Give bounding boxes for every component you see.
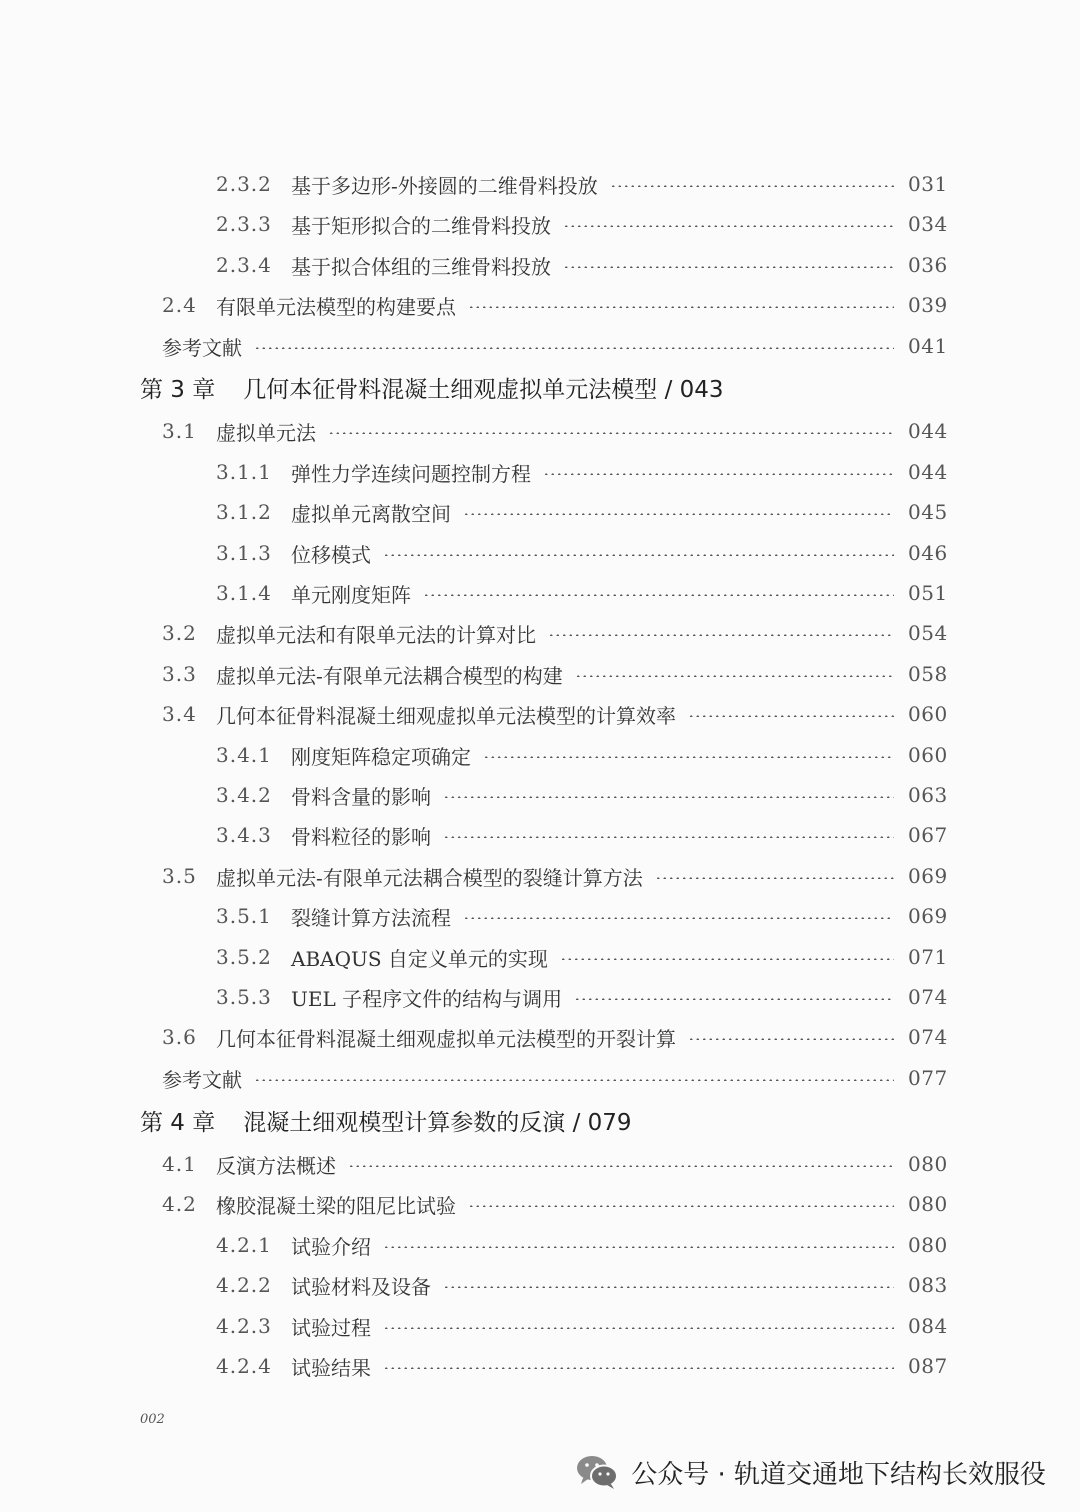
chapter-heading bbox=[140, 1101, 632, 1139]
dot-leader bbox=[688, 715, 894, 717]
dot-leader bbox=[543, 473, 894, 475]
section-title: 刚度矩阵稳定项确定 bbox=[291, 744, 471, 769]
toc-entry[interactable] bbox=[162, 1188, 948, 1220]
section-number: 3.5.1 bbox=[216, 904, 272, 928]
section-number: 3.4.1 bbox=[216, 743, 272, 767]
page-reference: 045 bbox=[908, 500, 948, 524]
page-reference: 080 bbox=[908, 1233, 948, 1257]
toc-entry[interactable] bbox=[162, 658, 948, 690]
page-reference: 044 bbox=[908, 460, 948, 484]
chapter-title: 混凝土细观模型计算参数的反演 / 079 bbox=[243, 1109, 632, 1136]
section-title: 虚拟单元法-有限单元法耦合模型的裂缝计算方法 bbox=[216, 865, 643, 890]
toc-entry[interactable] bbox=[162, 415, 948, 447]
toc-entry[interactable] bbox=[216, 1229, 948, 1261]
page-reference: 071 bbox=[908, 945, 948, 969]
dot-leader bbox=[443, 796, 894, 798]
dot-leader bbox=[483, 756, 894, 758]
chapter-heading bbox=[140, 368, 724, 406]
page-reference: 087 bbox=[908, 1354, 948, 1378]
toc-entry[interactable] bbox=[216, 537, 948, 569]
chapter-title: 几何本征骨料混凝土细观虚拟单元法模型 / 043 bbox=[243, 376, 724, 403]
dot-leader bbox=[575, 675, 894, 677]
section-number: 3.6 bbox=[162, 1025, 197, 1049]
section-title: 单元刚度矩阵 bbox=[291, 582, 411, 607]
toc-entry[interactable] bbox=[216, 941, 948, 973]
section-title: 参考文献 bbox=[162, 335, 242, 360]
toc-entry[interactable] bbox=[216, 168, 948, 200]
toc-entry[interactable] bbox=[162, 330, 948, 362]
page-reference: 074 bbox=[908, 985, 948, 1009]
page-reference: 054 bbox=[908, 621, 948, 645]
dot-leader bbox=[468, 1205, 894, 1207]
section-number: 2.3.4 bbox=[216, 253, 272, 277]
page-reference: 044 bbox=[908, 419, 948, 443]
toc-entry[interactable] bbox=[216, 819, 948, 851]
page-reference: 067 bbox=[908, 823, 948, 847]
section-number: 3.1 bbox=[162, 419, 197, 443]
section-title: 基于矩形拟合的二维骨料投放 bbox=[291, 213, 551, 238]
section-title: 裂缝计算方法流程 bbox=[291, 905, 451, 930]
toc-entry[interactable] bbox=[216, 981, 948, 1013]
section-number: 2.3.2 bbox=[216, 172, 272, 196]
section-title: 试验介绍 bbox=[291, 1234, 371, 1259]
toc-entry[interactable] bbox=[216, 496, 948, 528]
page-reference: 058 bbox=[908, 662, 948, 686]
dot-leader bbox=[383, 1367, 894, 1369]
toc-entry[interactable] bbox=[162, 1062, 948, 1094]
section-number: 3.3 bbox=[162, 662, 197, 686]
section-number: 3.5.3 bbox=[216, 985, 272, 1009]
section-number: 3.2 bbox=[162, 621, 197, 645]
section-number: 4.2 bbox=[162, 1192, 197, 1216]
section-title: UEL 子程序文件的结构与调用 bbox=[291, 986, 563, 1011]
page-reference: 069 bbox=[908, 904, 948, 928]
section-title: 几何本征骨料混凝土细观虚拟单元法模型的开裂计算 bbox=[216, 1026, 676, 1051]
section-title: 反演方法概述 bbox=[216, 1153, 336, 1178]
section-number: 3.5 bbox=[162, 864, 197, 888]
page-reference: 041 bbox=[908, 334, 948, 358]
toc-entry[interactable] bbox=[216, 1310, 948, 1342]
section-title: 虚拟单元离散空间 bbox=[291, 501, 451, 526]
dot-leader bbox=[468, 306, 894, 308]
section-title: 试验结果 bbox=[291, 1355, 371, 1380]
page-reference: 077 bbox=[908, 1066, 948, 1090]
section-number: 4.2.4 bbox=[216, 1354, 272, 1378]
section-number: 3.1.2 bbox=[216, 500, 272, 524]
toc-entry[interactable] bbox=[216, 739, 948, 771]
dot-leader bbox=[423, 594, 894, 596]
watermark-text: 公众号 · 轨道交通地下结构长效服役 bbox=[631, 1459, 1046, 1490]
section-number: 4.2.2 bbox=[216, 1273, 272, 1297]
section-title: 几何本征骨料混凝土细观虚拟单元法模型的计算效率 bbox=[216, 703, 676, 728]
dot-leader bbox=[688, 1038, 894, 1040]
page-reference: 060 bbox=[908, 743, 948, 767]
toc-entry[interactable] bbox=[216, 900, 948, 932]
section-title: 基于多边形-外接圆的二维骨料投放 bbox=[291, 173, 598, 198]
dot-leader bbox=[443, 836, 894, 838]
section-number: 4.2.1 bbox=[216, 1233, 272, 1257]
section-number: 4.2.3 bbox=[216, 1314, 272, 1338]
section-title: 弹性力学连续问题控制方程 bbox=[291, 461, 531, 486]
page-reference: 034 bbox=[908, 212, 948, 236]
dot-leader bbox=[383, 1327, 894, 1329]
dot-leader bbox=[383, 554, 894, 556]
chapter-number: 第 3 章 bbox=[140, 376, 216, 403]
page-reference: 083 bbox=[908, 1273, 948, 1297]
page-reference: 036 bbox=[908, 253, 948, 277]
section-number: 3.4 bbox=[162, 702, 197, 726]
page-reference: 039 bbox=[908, 293, 948, 317]
section-title: 骨料粒径的影响 bbox=[291, 824, 431, 849]
dot-leader bbox=[610, 185, 894, 187]
toc-entry[interactable] bbox=[162, 617, 948, 649]
section-title: 试验材料及设备 bbox=[291, 1274, 431, 1299]
section-title: 有限单元法模型的构建要点 bbox=[216, 294, 456, 319]
section-number: 2.4 bbox=[162, 293, 197, 317]
section-title: 虚拟单元法-有限单元法耦合模型的构建 bbox=[216, 663, 563, 688]
toc-entry[interactable] bbox=[216, 1269, 948, 1301]
dot-leader bbox=[383, 1246, 894, 1248]
toc-entry[interactable] bbox=[162, 860, 948, 892]
dot-leader bbox=[655, 877, 894, 879]
section-number: 2.3.3 bbox=[216, 212, 272, 236]
page-reference: 063 bbox=[908, 783, 948, 807]
section-number: 3.1.3 bbox=[216, 541, 272, 565]
dot-leader bbox=[443, 1286, 894, 1288]
section-number: 3.4.2 bbox=[216, 783, 272, 807]
page-reference: 074 bbox=[908, 1025, 948, 1049]
section-number: 4.1 bbox=[162, 1152, 197, 1176]
page-reference: 069 bbox=[908, 864, 948, 888]
dot-leader bbox=[574, 998, 894, 1000]
dot-leader bbox=[254, 347, 894, 349]
section-title: 橡胶混凝土梁的阻尼比试验 bbox=[216, 1193, 456, 1218]
page-reference: 051 bbox=[908, 581, 948, 605]
section-number: 3.5.2 bbox=[216, 945, 272, 969]
wechat-icon bbox=[575, 1454, 619, 1490]
dot-leader bbox=[348, 1165, 894, 1167]
toc-entry[interactable] bbox=[162, 698, 948, 730]
dot-leader bbox=[254, 1079, 894, 1081]
page-reference: 046 bbox=[908, 541, 948, 565]
section-title: 位移模式 bbox=[291, 542, 371, 567]
dot-leader bbox=[463, 513, 894, 515]
dot-leader bbox=[328, 432, 894, 434]
section-number: 3.1.1 bbox=[216, 460, 272, 484]
section-number: 3.1.4 bbox=[216, 581, 272, 605]
toc-entry[interactable] bbox=[216, 779, 948, 811]
section-title: 虚拟单元法 bbox=[216, 420, 316, 445]
chapter-number: 第 4 章 bbox=[140, 1109, 216, 1136]
toc-entry[interactable] bbox=[162, 289, 948, 321]
dot-leader bbox=[563, 225, 894, 227]
page-reference: 080 bbox=[908, 1152, 948, 1176]
section-title: 骨料含量的影响 bbox=[291, 784, 431, 809]
section-number: 3.4.3 bbox=[216, 823, 272, 847]
toc-entry[interactable] bbox=[162, 1148, 948, 1180]
toc-entry[interactable] bbox=[216, 1350, 948, 1382]
page-reference: 084 bbox=[908, 1314, 948, 1338]
toc-entry[interactable] bbox=[216, 208, 948, 240]
section-title: 虚拟单元法和有限单元法的计算对比 bbox=[216, 622, 536, 647]
toc-entry[interactable] bbox=[216, 577, 948, 609]
section-title: 参考文献 bbox=[162, 1067, 242, 1092]
section-title: ABAQUS 自定义单元的实现 bbox=[291, 946, 548, 971]
page-number: 002 bbox=[140, 1412, 165, 1427]
dot-leader bbox=[463, 917, 894, 919]
section-title: 试验过程 bbox=[291, 1315, 371, 1340]
page-reference: 080 bbox=[908, 1192, 948, 1216]
toc-entry[interactable] bbox=[216, 456, 948, 488]
dot-leader bbox=[548, 634, 894, 636]
section-title: 基于拟合体组的三维骨料投放 bbox=[291, 254, 551, 279]
page-reference: 031 bbox=[908, 172, 948, 196]
page-reference: 060 bbox=[908, 702, 948, 726]
dot-leader bbox=[560, 958, 894, 960]
wechat-watermark bbox=[575, 1452, 1046, 1492]
toc-entry[interactable] bbox=[162, 1021, 948, 1053]
toc-entry[interactable] bbox=[216, 249, 948, 281]
dot-leader bbox=[563, 266, 894, 268]
